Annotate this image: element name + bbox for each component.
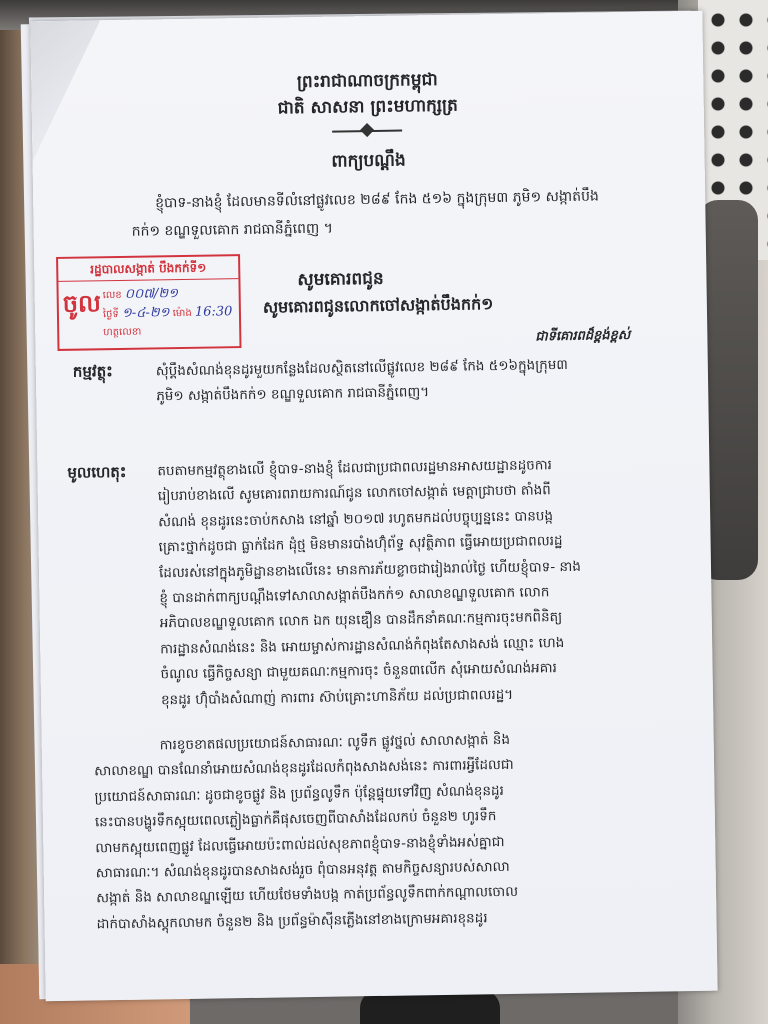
stamp-date-row [103,303,233,324]
received-stamp [56,254,241,351]
document-title: ពាក្យបណ្ដឹង [331,150,406,172]
reason-line: អភិបាលខណ្ឌទួលគោក លោក ឯក យុនឌឿន បានដឹកនាំគណៈកម្មការចុះមកពិនិត្យ [159,609,563,632]
national-motto: ជាតិ សាសនា ព្រះមហាក្សត្រ [277,95,458,119]
reason-label: មូលហេតុះ [67,462,127,482]
para2-line: នេះបានបង្ហូរទឹកស្អុយពេលភ្លៀងធ្លាក់គឺផុសចេញពីបាសាំងដែលកប់ ចំនួន២ ហូរទឹក [94,808,497,831]
stamp-number-value: ០០៧/២១ [124,286,179,302]
stamp-signature-row [103,325,141,341]
reason-line: រៀបរាប់ខាងលើ សូមគោរពរាយការណ៍ជូន លោកចៅសង្កាត់ មេត្តាជ្រាបថា តាំងពី [157,482,551,505]
para2-line: ប្រយោជន៍សាធារណៈ ដូចជាខូចផ្លូវ និង ប្រព័ន្ធលូទឹក ប៉ុន្តែផ្ទុយទៅវិញ សំណង់ខុនដូរ [94,782,504,806]
para2-line: ដាក់បាសាំងស្តុកលាមក ចំនួន២ និង ប្រព័ន្ធម៉ាស៊ីនភ្លើងនៅខាងក្រោមអគារខុនដូរ [96,910,488,933]
stamp-time-label: ម៉ោង [172,307,192,320]
addressee-name: សូមគោរពជូនលោកចៅសង្កាត់បឹងកក់១ [262,294,494,317]
reason-line: ខុនដូរ ហ៊ុំបាំងសំណាញ់ ការពារ ស៊ាប់គ្រោះហានិភ័យ ដល់ប្រជាពលរដ្ឋ។ [160,686,514,709]
subject-line: ភូមិ១ សង្កាត់បឹងកក់១ ខណ្ឌទួលគោក រាជធានីភ្នំពេញ។ [156,384,430,405]
kingdom-title: ព្រះរាជាណាចក្រកម្ពុជា [296,69,438,93]
second-paragraph [94,725,702,938]
reason-line: ការដ្ឋានសំណង់នេះ និង អោយម្ចាស់ការដ្ឋានសំណង់កំពុងតែសាងសង់ ឈ្មោះ ហេង [160,634,565,658]
para2-line: សាលាខណ្ឌ បានណែនាំអោយសំណង់ខុនដូរដែលកំពុងសាងសង់នេះ ការពារអ្វីដែលជា [94,757,514,780]
stamp-received-mark: ចូល [62,289,102,318]
reason-line: គ្រោះថ្នាក់ដូចជា ធ្លាក់ដែក ដុំថ្ម មិនមានរបាំងហ៊ុំព័ទ្ធ សុវត្ថិភាព ធ្វើអោយប្រជាពលរដ្ឋ [158,533,563,556]
stamp-number-label: លេខ [102,289,122,302]
stamp-date-label: ថ្ងៃទី [102,308,119,321]
stamp-signature-label: ហត្ថលេខា [103,326,142,339]
para2-line: លាមកស្អុយពេញផ្លូវ ដែលធ្វើអោយប៉ះពាល់ដល់សុខភាពខ្ញុំបាទ-នាងខ្ញុំទាំងអស់គ្នាជា [95,833,505,857]
stamp-header: រដ្ឋបាលសង្កាត់ បឹងកក់ទី១ [58,256,238,282]
intro-line-2: កក់១ ខណ្ឌទួលគោក រាជធានីភ្នំពេញ ។ [131,220,334,240]
reason-text [157,451,696,713]
reason-line: សំណង់ ខុនដូរនេះចាប់កសាង នៅឆ្នាំ ២០១៧ រហូតមកដល់បច្ចុប្បន្ននេះ បានបង្ក [158,508,554,531]
ornament-diamond [360,123,374,137]
para2-line: សង្កាត់ និង សាលាខណ្ឌឡើយ ហើយថែមទាំងបង្ក កាត់ប្រព័ន្ធលូទឹកពាក់កណ្ដាលចោល [96,884,519,907]
reason-line: តបតាមកម្មវត្ថុខាងលើ ខ្ញុំបាទ-នាងខ្ញុំ ដែលជាប្រជាពលរដ្ឋមានអាសយដ្ឋានដូចការ [157,457,553,480]
intro-line-1: ខ្ញុំបាទ-នាងខ្ញុំ ដែលមានទីលំនៅផ្លូវលេខ ២៨៩ កែង ៥១៦ ក្នុងក្រុម៣ ភូមិ១ សង្កាត់បឹង [155,188,599,212]
subject-line: សុំប្ដឹងសំណង់ខុនដូរមួយកន្លែងដែលស្ថិតនៅលើផ្លូវលេខ ២៨៩ កែង ៥១៦ក្នុងក្រុម៣ [155,356,569,380]
reason-line: ដែលរស់នៅក្នុងភូមិដ្ឋានខាងលើនេះ មានការភ័យខ្លាចជារៀងរាល់ថ្ងៃ ហើយខ្ញុំបាទ- នាង [158,558,581,582]
reason-line: ចំណូល ធ្វើកិច្ចសន្យា ជាមួយគណៈកម្មការចុះ ចំនួន៣លើក សុំអោយសំណង់អគារ [160,660,557,683]
subject-label: កម្មវត្ថុះ [72,362,113,381]
subject-text [156,351,692,410]
reason-line: ខ្ញុំ បានដាក់ពាក្យបណ្ដឹងទៅសាលាសង្កាត់បឹងកក់១ សាលាខណ្ឌទួលគោក លោក [159,584,550,607]
stamp-time-value: 16:30 [194,304,233,320]
addressee-heading: សូមគោរពជូន [297,268,384,291]
para2-line: ការខូចខាតផលប្រយោជន៍សាធារណៈ លូទឹក ផ្លូវថ្នល់ សាលាសង្កាត់ និង [159,731,511,754]
complaint-document [30,11,717,1001]
para2-line: សាធារណៈ។ សំណង់ខុនដូរបានសាងសង់រួច ពុំបានអនុវត្ត តាមកិច្ចសន្យារបស់សាលា [95,858,510,882]
addressee-honorific: ជាទីគោរពដ៏ខ្ពង់ខ្ពស់ [535,327,631,345]
stamp-number-row [103,285,179,305]
stamp-date-value: ១-៤-២១ [121,305,170,321]
